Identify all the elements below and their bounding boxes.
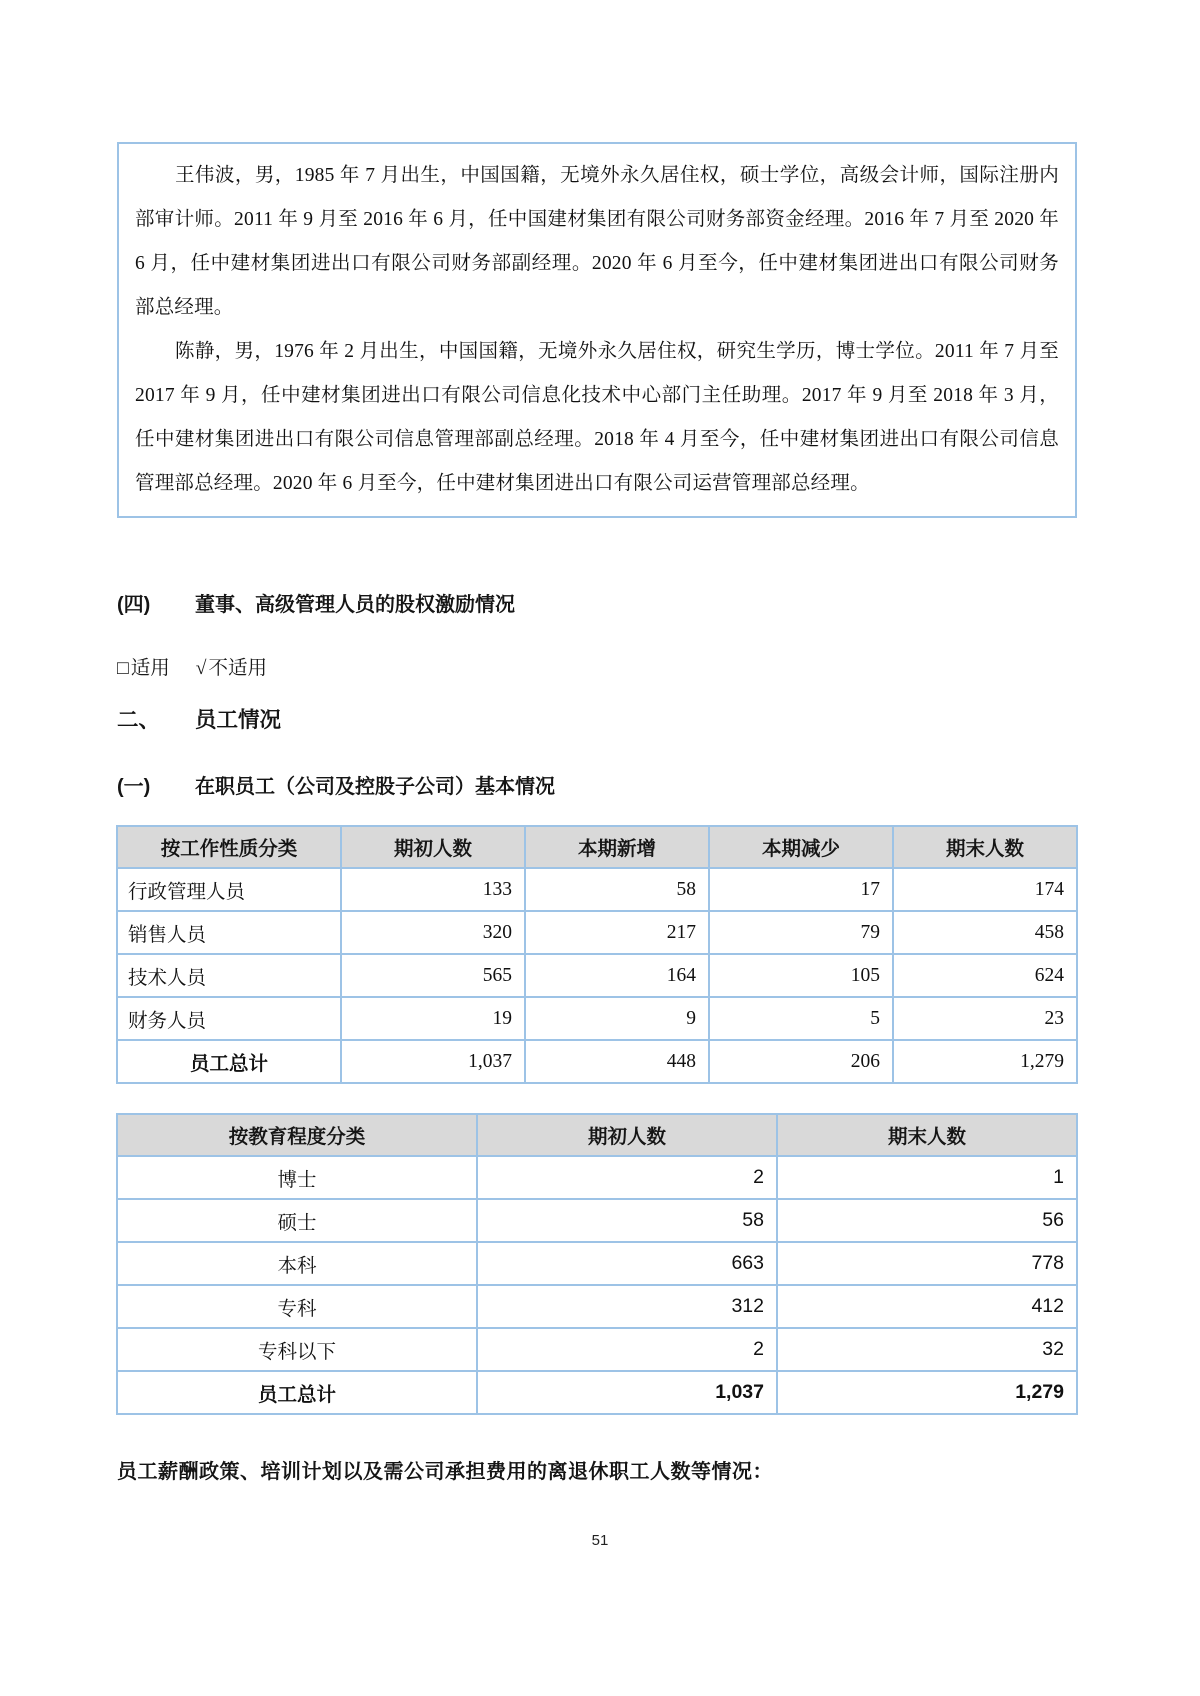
category-cell: 本科 [117,1242,477,1285]
total-value-cell: 448 [525,1040,709,1083]
category-cell: 硕士 [117,1199,477,1242]
value-cell: 17 [709,868,893,911]
applicable-label: 适用 [130,658,170,679]
not-applicable-label: 不适用 [208,658,268,679]
total-value-cell: 206 [709,1040,893,1083]
total-value-cell: 1,037 [477,1371,777,1414]
checkbox-unchecked-icon: □ [117,658,129,679]
section-sub1-number: (一) [117,776,151,798]
value-cell: 320 [341,911,525,954]
value-cell: 58 [477,1199,777,1242]
not-applicable-option [196,658,267,679]
table-row [117,997,1077,1040]
section-4-heading [117,588,515,617]
page-number: 51 [591,1532,609,1549]
value-cell: 58 [525,868,709,911]
salary-policy-note: 员工薪酬政策、培训计划以及需公司承担费用的离退休职工人数等情况： [117,1461,773,1483]
category-cell: 博士 [117,1156,477,1199]
employees-by-education-table [116,1113,1078,1415]
value-cell: 1 [777,1156,1077,1199]
table-row [117,911,1077,954]
value-cell: 9 [525,997,709,1040]
category-cell: 专科以下 [117,1328,477,1371]
value-cell: 778 [777,1242,1077,1285]
value-cell: 5 [709,997,893,1040]
value-cell: 19 [341,997,525,1040]
value-cell: 412 [777,1285,1077,1328]
table-row [117,1285,1077,1328]
value-cell: 133 [341,868,525,911]
table-row [117,1156,1077,1199]
table-row [117,954,1077,997]
section-employees-number: 二、 [117,708,161,732]
bio-paragraph-wangweibo: 王伟波，男，1985 年 7 月出生，中国国籍，无境外永久居住权，硕士学位，高级会计师，国际注册内部审计师。2011 年 9 月至 2016 年 6 月，任中国建材集团有限公司财务部资金经理。2016 年 7 月至 2020 年 6 月，任中建材集团进出口有限公司财务部副经理。2020 年 6 月至今，任中建材集团进出口有限公司财务部总经理。 [135,165,1059,318]
value-cell: 2 [477,1328,777,1371]
value-cell: 312 [477,1285,777,1328]
table-header-row [117,826,1077,868]
bio-paragraph-chenjing: 陈静，男，1976 年 2 月出生，中国国籍，无境外永久居住权，研究生学历，博士学位。2011 年 7 月至 2017 年 9 月，任中建材集团进出口有限公司信息化技术中心部门主任助理。2017 年 9 月至 2018 年 3 月，任中建材集团进出口有限公司信息管理部副总经理。2018 年 4 月至今，任中建材集团进出口有限公司信息管理部总经理。2020 年 6 月至今，任中建材集团进出口有限公司运营管理部总经理。 [135,341,1059,494]
table-row [117,1328,1077,1371]
header-cell: 期初人数 [477,1114,777,1156]
total-value-cell: 1,279 [777,1371,1077,1414]
applicability-line [117,652,267,680]
checkmark-icon: √ [195,658,207,679]
section-employees-title: 员工情况 [195,708,282,732]
table-row [117,1199,1077,1242]
total-label-cell: 员工总计 [117,1040,341,1083]
header-cell: 按工作性质分类 [117,826,341,868]
value-cell: 624 [893,954,1077,997]
value-cell: 2 [477,1156,777,1199]
section-sub1-heading [117,770,555,799]
value-cell: 23 [893,997,1077,1040]
value-cell: 663 [477,1242,777,1285]
header-cell: 期末人数 [893,826,1077,868]
value-cell: 458 [893,911,1077,954]
header-cell: 按教育程度分类 [117,1114,477,1156]
table-total-row [117,1371,1077,1414]
total-value-cell: 1,037 [341,1040,525,1083]
value-cell: 174 [893,868,1077,911]
value-cell: 164 [525,954,709,997]
section-4-number: (四) [117,594,151,616]
table-row [117,868,1077,911]
employees-by-role-table [116,825,1078,1084]
value-cell: 56 [777,1199,1077,1242]
total-value-cell: 1,279 [893,1040,1077,1083]
category-cell: 技术人员 [117,954,341,997]
value-cell: 32 [777,1328,1077,1371]
value-cell: 565 [341,954,525,997]
header-cell: 期初人数 [341,826,525,868]
category-cell: 财务人员 [117,997,341,1040]
table-total-row [117,1040,1077,1083]
section-employees-heading [117,703,281,734]
category-cell: 销售人员 [117,911,341,954]
table-header-row [117,1114,1077,1156]
category-cell: 专科 [117,1285,477,1328]
header-cell: 本期减少 [709,826,893,868]
header-cell: 本期新增 [525,826,709,868]
section-4-title: 董事、高级管理人员的股权激励情况 [195,594,515,616]
applicable-option [117,658,170,679]
value-cell: 79 [709,911,893,954]
total-label-cell: 员工总计 [117,1371,477,1414]
category-cell: 行政管理人员 [117,868,341,911]
biography-text-box [117,142,1077,518]
value-cell: 105 [709,954,893,997]
value-cell: 217 [525,911,709,954]
header-cell: 期末人数 [777,1114,1077,1156]
table-row [117,1242,1077,1285]
section-sub1-title: 在职员工（公司及控股子公司）基本情况 [195,776,555,798]
